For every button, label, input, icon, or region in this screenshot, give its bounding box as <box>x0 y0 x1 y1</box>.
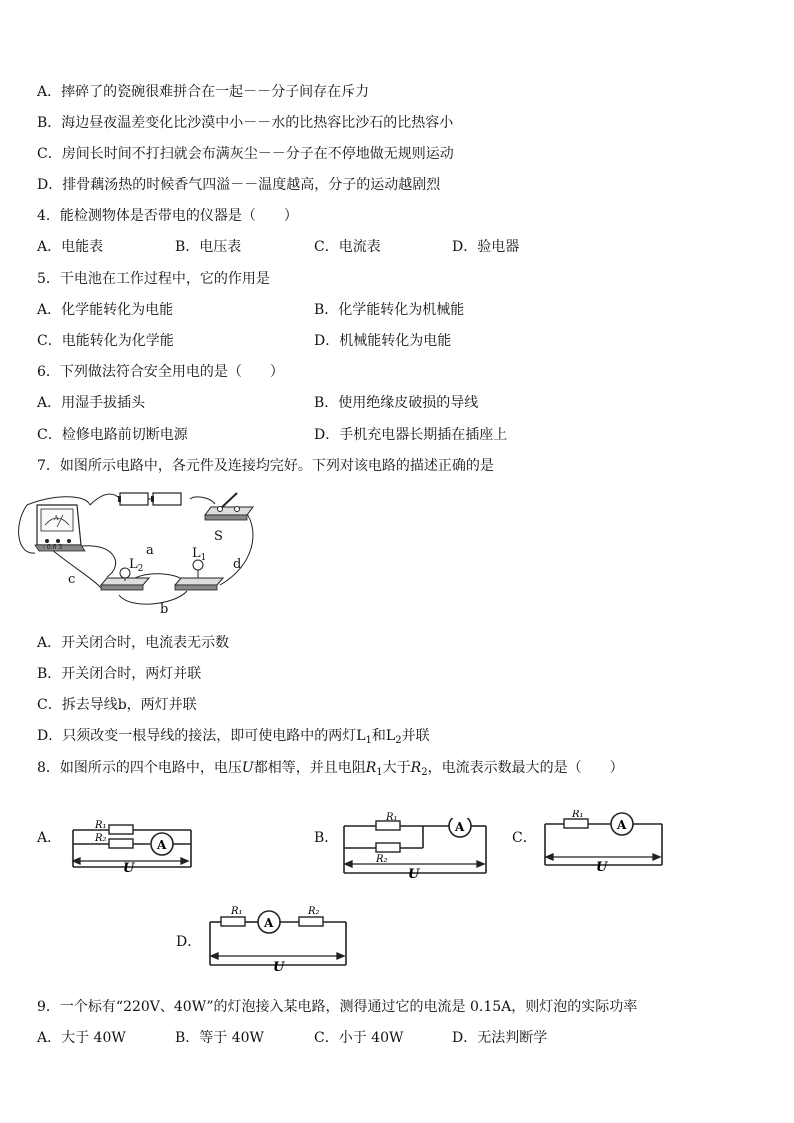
q7-wire-c-label: c <box>68 572 76 587</box>
q5-stem: 5．干电池在工作过程中，它的作用是 <box>37 271 270 287</box>
q8-option-d-label: D． <box>176 934 202 950</box>
q8-circuit-d <box>205 902 353 972</box>
q7-wire-d <box>220 511 253 585</box>
svg-text:A: A <box>264 916 274 930</box>
q7-wire-b <box>119 591 187 604</box>
q7-wire-d-label: d <box>233 557 242 572</box>
q8b-u-label: U <box>408 867 420 880</box>
svg-text:A: A <box>617 818 627 832</box>
q6-option-c: C．检修电路前切断电源 <box>37 427 188 443</box>
q3-option-c: C．房间长时间不打扫就会布满灰尘－－分子在不停地做无规则运动 <box>37 146 454 162</box>
q8a-r1 <box>109 825 133 834</box>
q8c-r1 <box>564 819 588 828</box>
q7-wire-c <box>51 549 103 590</box>
q4-option-b: B．电压表 <box>175 239 242 255</box>
q7-wire-b-label: b <box>160 602 169 617</box>
q4-option-d: D．验电器 <box>452 239 520 255</box>
svg-text:A: A <box>157 838 167 852</box>
q9-option-c: C．小于 40W <box>314 1030 404 1046</box>
q9-option-b: B．等于 40W <box>175 1030 264 1046</box>
q8-stem: 8．如图所示的四个电路中，电压U都相等，并且电阻$R_1$大于$R_2$，电流表示数最大的是（ ） <box>37 760 624 778</box>
q7-wire-a-label: a <box>146 543 154 558</box>
q8-option-a-label: A． <box>37 830 62 846</box>
q7-lamp-l2-label: $L_2$ <box>129 557 144 574</box>
q9-stem: 9．一个标有“220V、40W”的灯泡接入某电路，测得通过它的电流是 0.15A，则灯泡的实际功率 <box>37 999 638 1015</box>
q7-ammeter-label: A <box>54 515 59 522</box>
svg-text:A: A <box>455 820 465 834</box>
q7-stem: 7．如图所示电路中，各元件及连接均完好。下列对该电路的描述正确的是 <box>37 458 494 474</box>
q8a-u-label: U <box>123 861 135 876</box>
q8a-r2-label: R₂ <box>95 833 107 844</box>
q7-option-b: B．开关闭合时，两灯并联 <box>37 666 202 682</box>
q5-option-c: C．电能转化为化学能 <box>37 333 174 349</box>
q5-option-d: D．机械能转化为电能 <box>314 333 452 349</box>
q5-option-b: B．化学能转化为机械能 <box>314 302 465 318</box>
q3-option-b: B．海边昼夜温差变化比沙漠中小－－水的比热容比沙石的比热容小 <box>37 115 454 131</box>
q8c-u-label: U <box>596 860 608 874</box>
q4-option-c: C．电流表 <box>314 239 381 255</box>
q7-switch <box>205 493 253 520</box>
q8b-r2 <box>376 843 400 852</box>
q5-option-a: A．化学能转化为电能 <box>37 302 174 318</box>
q6-option-d: D．手机充电器长期插在插座上 <box>314 427 508 443</box>
q7-lamp-l1-label: $L_1$ <box>192 546 207 563</box>
q7-ammeter-scale: - 0.6 3 <box>43 544 63 551</box>
q8d-r1 <box>221 917 245 926</box>
q8-option-b-label: B． <box>314 830 339 846</box>
q8d-r2-label: R₂ <box>308 906 320 917</box>
q7-circuit-figure <box>15 485 275 625</box>
q7-option-a: A．开关闭合时，电流表无示数 <box>37 635 230 651</box>
q7-switch-label: S <box>214 529 223 544</box>
q8b-r1-caption: R₁ <box>386 812 398 823</box>
q4-option-a: A．电能表 <box>37 239 104 255</box>
q6-option-b: B．使用绝缘皮破损的导线 <box>314 395 479 411</box>
q6-option-a: A．用湿手拔插头 <box>37 395 146 411</box>
q8-circuit-c <box>540 810 670 874</box>
q8a-r1-label: R₁ <box>95 820 107 831</box>
q8a-r2 <box>109 839 133 848</box>
q8d-r1-label: R₁ <box>231 906 243 917</box>
q3-option-a: A．摔碎了的瓷碗很难拼合在一起－－分子间存在斥力 <box>37 84 370 100</box>
q8-circuit-b <box>338 818 493 880</box>
q7-option-d: D．只须改变一根导线的接法，即可使电路中的两灯$L_1$和$L_2$并联 <box>37 728 430 746</box>
q8b-r2-label: R₂ <box>376 854 388 865</box>
q7-lamp-l1 <box>175 560 223 590</box>
q6-stem: 6．下列做法符合安全用电的是（ ） <box>37 364 284 380</box>
q8d-u-label: U <box>273 960 285 972</box>
q7-option-c: C．拆去导线b，两灯并联 <box>37 697 197 713</box>
q8c-r1-label: R₁ <box>572 810 584 820</box>
q9-option-a: A．大于 40W <box>37 1030 126 1046</box>
q4-stem: 4．能检测物体是否带电的仪器是（ ） <box>37 208 298 224</box>
q9-option-d: D．无法判断学 <box>452 1030 548 1046</box>
q3-option-d: D．排骨藕汤热的时候香气四溢－－温度越高，分子的运动越剧烈 <box>37 177 441 193</box>
q8d-r2 <box>299 917 323 926</box>
q8-circuit-a <box>65 820 200 878</box>
q8-option-c-label: C． <box>512 830 537 846</box>
